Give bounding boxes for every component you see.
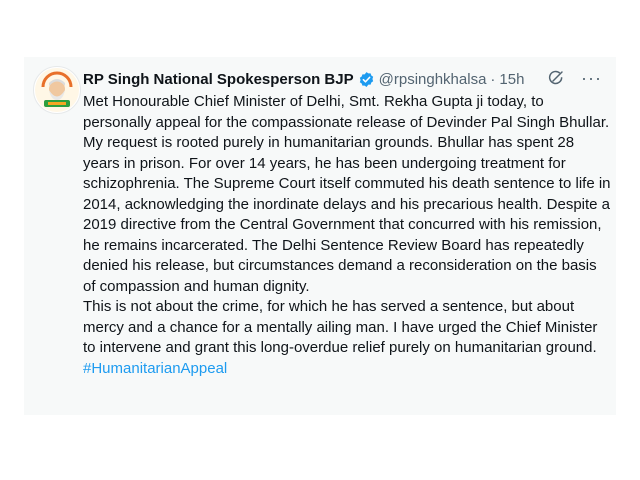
profile-photo-icon	[34, 67, 80, 113]
post-actions	[547, 69, 602, 87]
verified-badge-icon	[358, 71, 375, 88]
post-timestamp[interactable]: 15h	[499, 70, 525, 88]
hashtag-link[interactable]: #HumanitarianAppeal	[83, 359, 228, 377]
author-name[interactable]: RP Singh National Spokesperson BJP	[83, 70, 354, 88]
post-text	[83, 92, 613, 379]
grok-icon[interactable]	[547, 69, 565, 87]
post-paragraph: Met Honourable Chief Minister of Delhi, Smt. Rekha Gupta ji today, to personally appeal for the compassionate release of Devinder Pal Singh Bhullar.	[83, 93, 610, 131]
post-header	[83, 69, 602, 89]
avatar[interactable]	[33, 66, 81, 114]
post-card[interactable]	[24, 57, 616, 415]
more-icon[interactable]: ···	[581, 68, 602, 88]
post-paragraph: My request is rooted purely in humanitarian grounds. Bhullar has spent 28 years in prison. For over 14 years, he has been undergoing treatment for schizophrenia. The Supreme Court itself commuted his death sentence to life in 2014, acknowledging the inordinate delays and his precarious health. Despite a 2019 directive from the Central Government that concurred with his remission, he remains incarcerated. The Delhi Sentence Review Board has repeatedly denied his release, but circumstances demand a reconsideration on the basis of compassion and human dignity.	[83, 134, 611, 295]
separator-dot: ·	[490, 70, 496, 88]
author-handle[interactable]: @rpsinghkhalsa	[378, 70, 487, 88]
post-paragraph: This is not about the crime, for which he has served a sentence, but about mercy and a chance for a mentally ailing man. I have urged the Chief Minister to intervene and grant this long-overdue relief purely on humanitarian ground.	[83, 298, 598, 356]
